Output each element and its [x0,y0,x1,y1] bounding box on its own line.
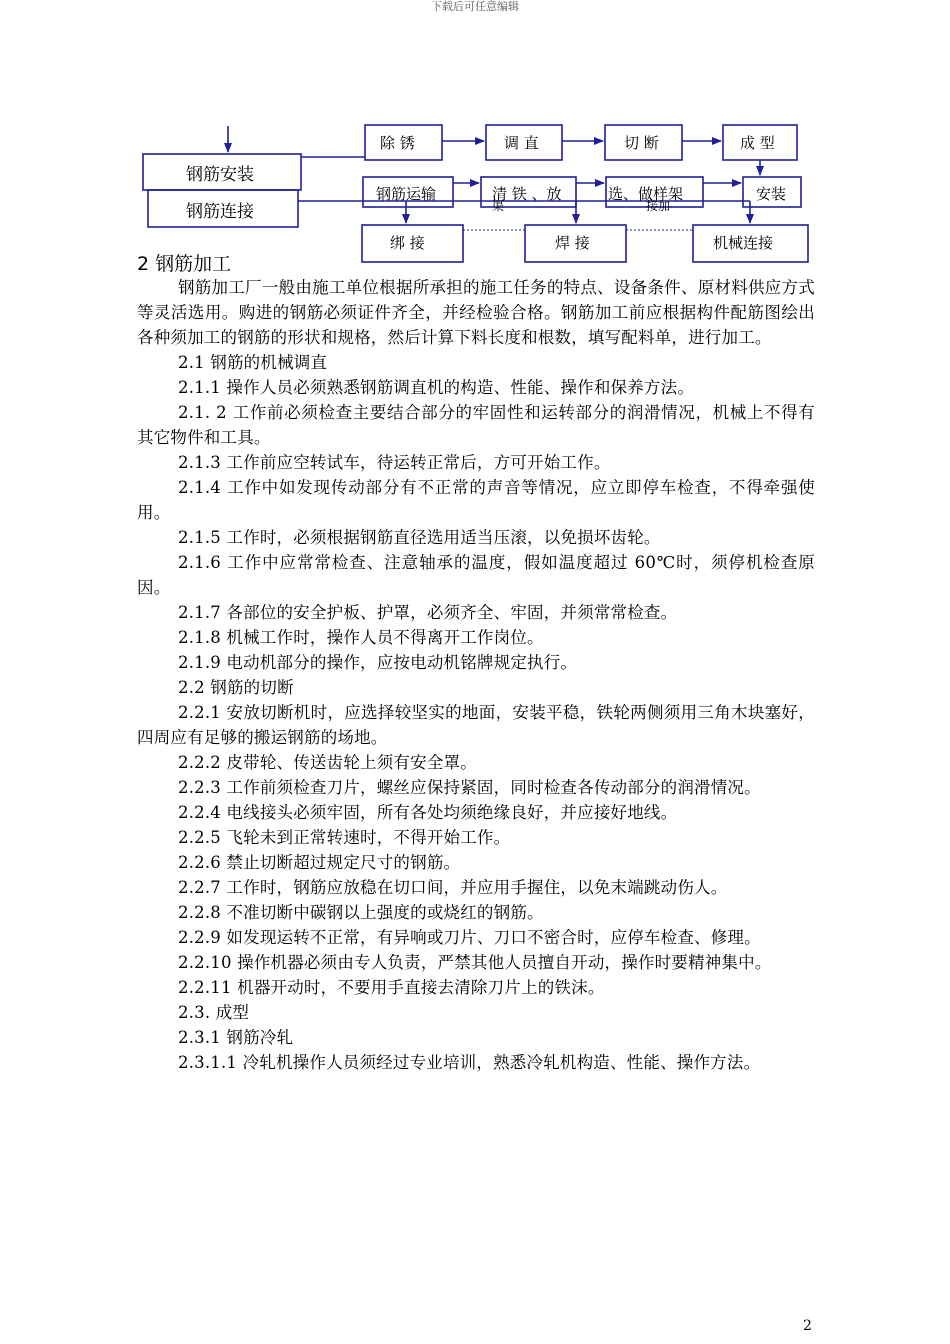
flowchart [0,0,950,270]
paragraph: 2.1.5 工作时，必须根据钢筋直径选用适当压滚，以免损坏齿轮。 [178,528,661,547]
paragraph: 2.3.1 钢筋冷轧 [178,1028,294,1047]
section-title: 2 钢筋加工 [137,253,232,275]
label-anzhuang: 安装 [756,185,787,203]
label-bangjie: 绑 接 [390,234,425,252]
label-tiaozhi: 调 直 [504,134,539,152]
paragraph: 2.2.7 工作时，钢筋应放稳在切口间，并应用手握住，以免末端跳动伤人。 [178,878,728,897]
paragraph: 2.1.3 工作前应空转试车，待运转正常后，方可开始工作。 [178,453,611,472]
paragraph: 2.1.6 工作中应常常检查、注意轴承的温度，假如温度超过 60℃时，须停机检查原因。 [137,553,815,597]
paragraph: 2.2.9 如发现运转不正常，有异响或刀片、刀口不密合时，应停车检查、修理。 [178,928,761,947]
paragraph: 2.1 钢筋的机械调直 [178,353,328,372]
paragraph: 2.1.9 电动机部分的操作，应按电动机铭牌规定执行。 [178,653,578,672]
paragraph: 2.1.7 各部位的安全护板、护罩，必须齐全、牢固，并须常常检查。 [178,603,678,622]
paragraph: 2.1.1 操作人员必须熟悉钢筋调直机的构造、性能、操作和保养方法。 [178,378,695,397]
label-hanjie: 焊 接 [555,234,590,252]
paragraph: 钢筋加工厂一般由施工单位根据所承担的施工任务的特点、设备条件、原材料供应方式等灵活选用。购进的钢筋必须证件齐全，并经检验合格。钢筋加工前应根据构件配筋图绘出各种须加工的钢筋的形状和规格，然后计算下料长度和根数，填写配料单，进行加工。 [137,278,815,347]
paragraph: 2.2.1 安放切断机时，应选择较坚实的地面，安装平稳，铁轮两侧须用三角木块塞好，四周应有足够的搬运钢筋的场地。 [137,703,815,747]
paragraph: 2.2.6 禁止切断超过规定尺寸的钢筋。 [178,853,461,872]
page-header: 下载后可任意编辑 [431,0,519,13]
paragraph: 2.1.4 工作中如发现传动部分有不正常的声音等情况，应立即停车检查，不得牵强使用。 [137,478,815,522]
label-overflow-jiejia: 接加 [646,199,671,213]
paragraph: 2.2.2 皮带轮、传送齿轮上须有安全罩。 [178,753,477,772]
label-yunshu: 钢筋运输 [376,185,437,203]
paragraph: 2.3. 成型 [178,1003,250,1022]
label-qieduan: 切 断 [624,134,659,152]
label-gangjin-lianjie: 钢筋连接 [186,202,254,222]
label-jixie: 机械连接 [713,234,774,252]
paragraph: 2.2.3 工作前须检查刀片，螺丝应保持紧固，同时检查各传动部分的润滑情况。 [178,778,761,797]
label-chuxiu: 除 锈 [380,134,415,152]
paragraph: 2.2.5 飞轮未到正常转速时，不得开始工作。 [178,828,511,847]
body-text [137,275,815,1075]
paragraph: 2.2.4 电线接头必须牢固，所有各处均须绝缘良好，并应接好地线。 [178,803,678,822]
label-overflow-qu: 渠 [492,199,505,213]
label-xuanzuo: 选、做样架 [608,185,684,203]
paragraph: 2.2.8 不准切断中碳钢以上强度的或烧红的钢筋。 [178,903,544,922]
paragraph: 2.2.10 操作机器必须由专人负责，严禁其他人员擅自开动，操作时要精神集中。 [178,953,772,972]
paragraph: 2.2 钢筋的切断 [178,678,294,697]
paragraph: 2.1. 2 工作前必须检查主要结合部分的牢固性和运转部分的润滑情况，机械上不得有其它物件和工具。 [137,403,815,447]
label-chengxing: 成 型 [740,134,775,152]
label-gangjin-anzhuang: 钢筋安装 [186,165,254,185]
page-number: 2 [803,1318,812,1334]
label-qingtie: 清 铁 、放 [492,185,562,203]
paragraph: 2.2.11 机器开动时，不要用手直接去清除刀片上的铁沫。 [178,978,605,997]
paragraph: 2.1.8 机械工作时，操作人员不得离开工作岗位。 [178,628,544,647]
paragraph: 2.3.1.1 冷轧机操作人员须经过专业培训，熟悉冷轧机构造、性能、操作方法。 [178,1053,761,1072]
